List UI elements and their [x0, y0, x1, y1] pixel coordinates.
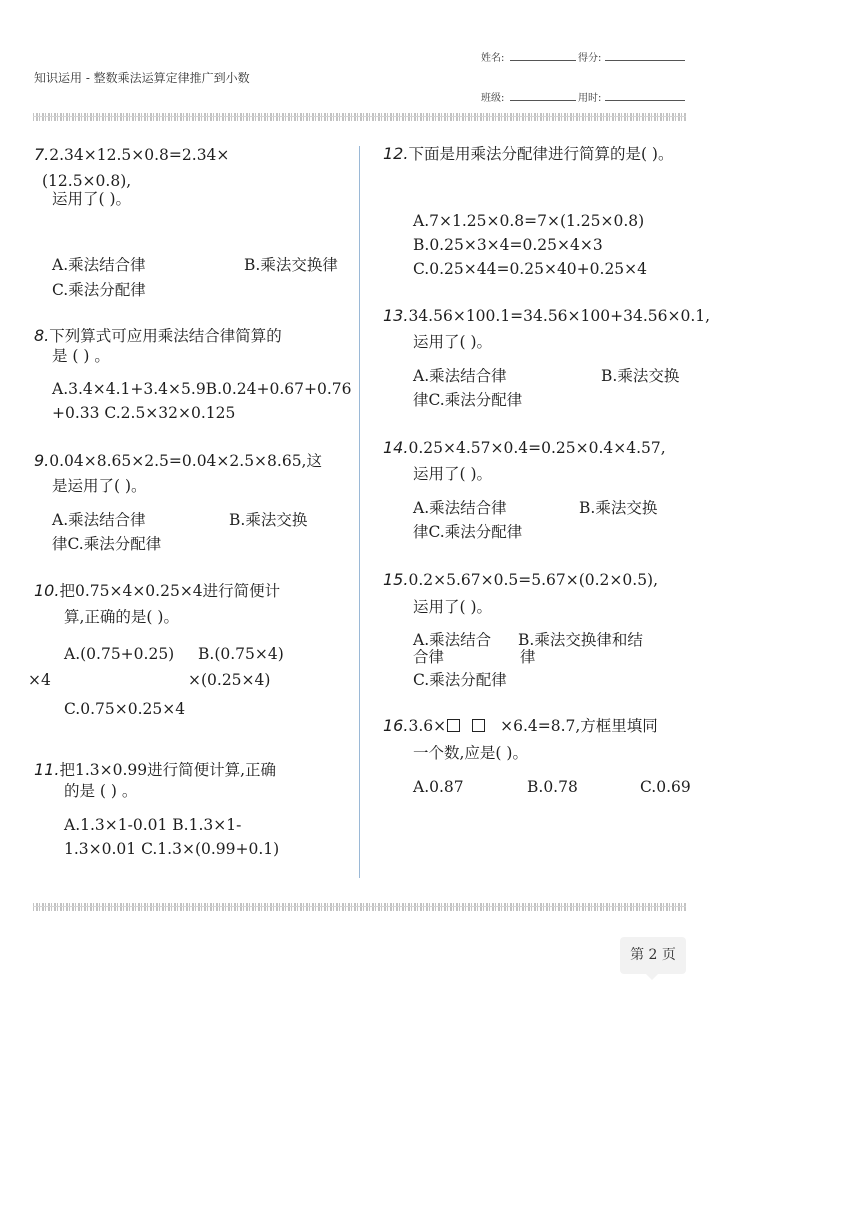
question-16 — [383, 714, 658, 738]
question-text: 是 ( ) 。 — [52, 347, 110, 365]
option-c[interactable]: C.0.75×0.25×4 — [64, 700, 186, 718]
question-text: 运用了( )。 — [413, 465, 493, 483]
option-c[interactable]: C.乘法分配律 — [52, 281, 146, 299]
question-14 — [383, 436, 666, 460]
question-text: 下列算式可应用乘法结合律简算的 — [49, 327, 282, 345]
question-13 — [383, 304, 710, 328]
option-b-continued[interactable]: ×(0.25×4) — [188, 671, 271, 689]
class-label: 班级: — [481, 93, 505, 104]
option-b[interactable]: B.乘法交换律和结 — [518, 631, 643, 649]
question-text: 0.25×4.57×0.4=0.25×0.4×4.57, — [408, 439, 666, 457]
question-text: 34.56×100.1=34.56×100+34.56×0.1, — [408, 307, 711, 325]
question-text: 运用了( )。 — [52, 190, 132, 208]
class-field[interactable] — [510, 90, 576, 101]
question-text: 把1.3×0.99进行简便计算,正确 — [59, 761, 277, 779]
option-a[interactable]: A.乘法结合律 — [413, 367, 507, 385]
score-label: 得分: — [578, 53, 602, 64]
page-number-badge: 第 2 页 — [620, 937, 686, 974]
option-b[interactable]: B.乘法交换律 — [244, 256, 338, 274]
option-c[interactable]: 律C.乘法分配律 — [413, 523, 523, 541]
question-text: 一个数,应是( )。 — [413, 744, 528, 762]
question-7 — [34, 143, 229, 167]
question-number: 14. — [383, 438, 409, 457]
question-12 — [383, 142, 673, 166]
question-text: 运用了( )。 — [413, 333, 493, 351]
option-b-continued[interactable]: 律 — [520, 648, 536, 666]
name-field[interactable] — [510, 50, 576, 61]
question-text: 0.2×5.67×0.5=5.67×(0.2×0.5), — [408, 571, 659, 589]
question-text: 的是 ( ) 。 — [64, 782, 138, 800]
question-number: 10. — [34, 581, 60, 600]
options-line-1[interactable]: A.3.4×4.1+3.4×5.9B.0.24+0.67+0.76 — [52, 380, 352, 398]
options-line-2[interactable]: 1.3×0.01 C.1.3×(0.99+0.1) — [64, 840, 280, 858]
worksheet-title: 知识运用 - 整数乘法运算定律推广到小数 — [34, 71, 250, 85]
name-label: 姓名: — [481, 53, 505, 64]
question-number: 15. — [383, 570, 409, 589]
blank-box[interactable] — [472, 719, 485, 732]
question-number: 9. — [34, 451, 50, 470]
option-a[interactable]: A.7×1.25×0.8=7×(1.25×0.8) — [413, 212, 645, 230]
option-b[interactable]: B.(0.75×4) — [198, 645, 284, 663]
option-a-continued[interactable]: ×4 — [28, 671, 51, 689]
option-a[interactable]: A.乘法结合律 — [413, 499, 507, 517]
question-9 — [34, 449, 322, 473]
question-text: 算,正确的是( )。 — [64, 608, 179, 626]
option-b[interactable]: B.0.25×3×4=0.25×4×3 — [413, 236, 603, 254]
time-field[interactable] — [605, 90, 685, 101]
question-text: 把0.75×4×0.25×4进行简便计 — [59, 582, 281, 600]
option-c[interactable]: C.乘法分配律 — [413, 671, 507, 689]
question-number: 12. — [383, 144, 409, 163]
option-b[interactable]: B.乘法交换 — [579, 499, 658, 517]
question-text: ×6.4=8.7,方框里填同 — [500, 717, 658, 735]
time-label: 用时: — [578, 93, 602, 104]
option-c[interactable]: 律C.乘法分配律 — [413, 391, 523, 409]
option-b[interactable]: B.乘法交换 — [229, 511, 308, 529]
score-field[interactable] — [605, 50, 685, 61]
question-number: 11. — [34, 760, 60, 779]
bottom-decorative-border — [33, 903, 686, 911]
question-text: (12.5×0.8), — [42, 172, 132, 190]
question-text: 运用了( )。 — [413, 598, 493, 616]
option-a-continued[interactable]: 合律 — [413, 648, 445, 666]
option-a[interactable]: A.0.87 — [413, 778, 464, 796]
option-c[interactable]: C.0.25×44=0.25×40+0.25×4 — [413, 260, 648, 278]
question-number: 13. — [383, 306, 409, 325]
option-b[interactable]: B.0.78 — [527, 778, 578, 796]
question-text: 2.34×12.5×0.8=2.34× — [49, 146, 230, 164]
options-line-2[interactable]: +0.33 C.2.5×32×0.125 — [52, 404, 236, 422]
option-c[interactable]: C.0.69 — [640, 778, 691, 796]
blank-box[interactable] — [447, 719, 460, 732]
column-divider — [359, 146, 360, 878]
option-a[interactable]: A.乘法结合 — [413, 631, 492, 649]
option-a[interactable]: A.乘法结合律 — [52, 511, 146, 529]
question-text: 是运用了( )。 — [52, 477, 147, 495]
question-text: 下面是用乘法分配律进行简算的是( )。 — [408, 145, 674, 163]
question-number: 7. — [34, 145, 50, 164]
question-text: 3.6× — [408, 717, 447, 735]
options-line-1[interactable]: A.1.3×1-0.01 B.1.3×1- — [64, 816, 242, 834]
option-a[interactable]: A.(0.75+0.25) — [64, 645, 175, 663]
question-number: 8. — [34, 326, 50, 345]
top-decorative-border — [33, 113, 686, 121]
option-c[interactable]: 律C.乘法分配律 — [52, 535, 162, 553]
option-a[interactable]: A.乘法结合律 — [52, 256, 146, 274]
question-number: 16. — [383, 716, 409, 735]
question-10 — [34, 579, 280, 603]
option-b[interactable]: B.乘法交换 — [601, 367, 680, 385]
question-text: 0.04×8.65×2.5=0.04×2.5×8.65,这 — [49, 452, 322, 470]
question-15 — [383, 568, 658, 592]
